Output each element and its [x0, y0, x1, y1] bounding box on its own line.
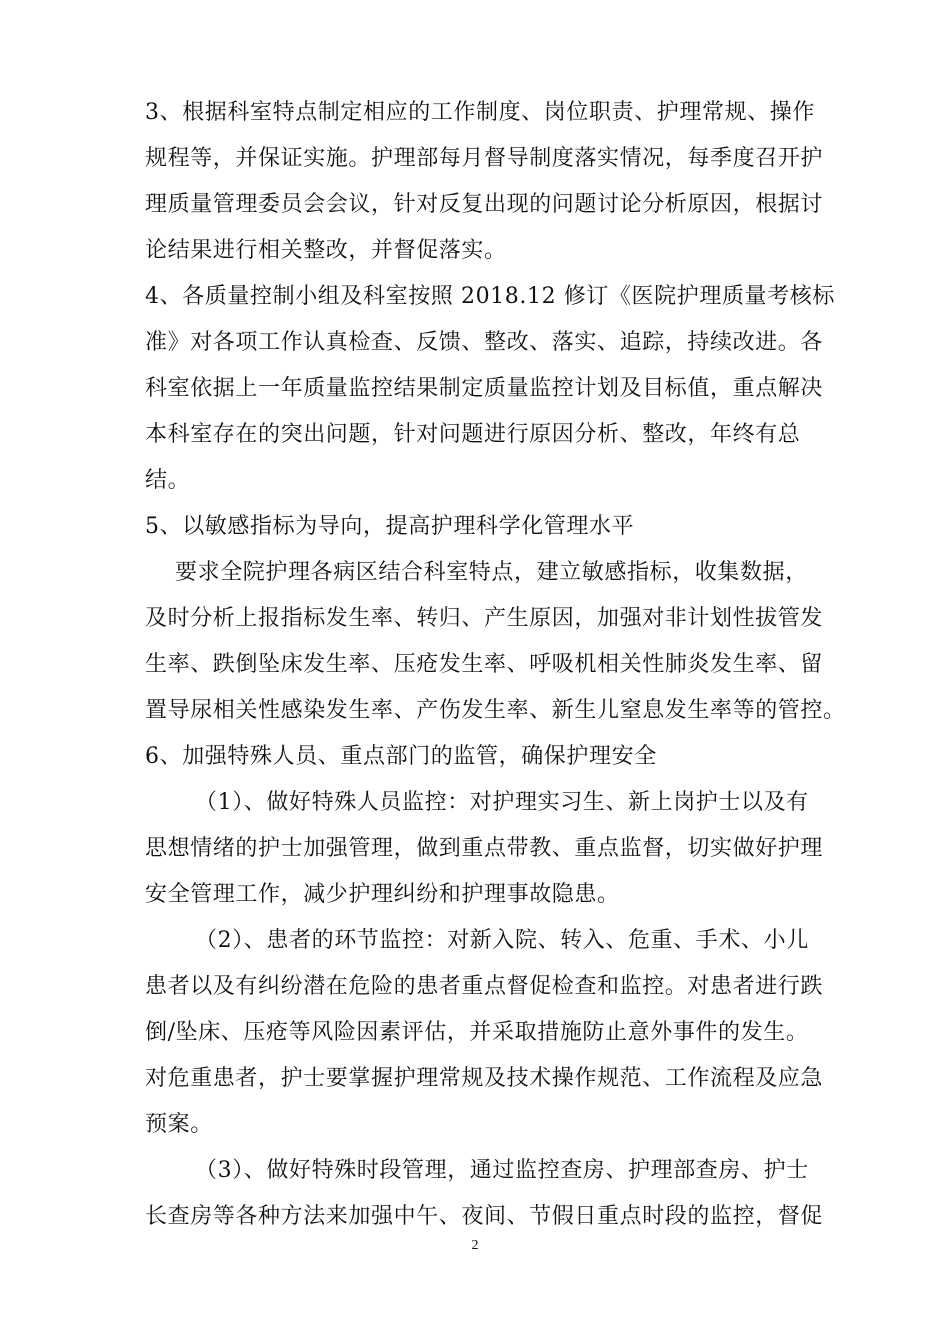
text-line: 论结果进行相关整改，并督促落实。	[145, 238, 507, 263]
text-line: （1）、做好特殊人员监控：对护理实习生、新上岗护士以及有	[195, 790, 809, 815]
text-line: 患者以及有纠纷潜在危险的患者重点督促检查和监控。对患者进行跌	[145, 974, 824, 999]
text-line: 准》对各项工作认真检查、反馈、整改、落实、追踪，持续改进。各	[145, 330, 824, 355]
text-line: 预案。	[145, 1112, 213, 1137]
page-number: 2	[471, 1238, 479, 1253]
text-line: 置导尿相关性感染发生率、产伤发生率、新生儿窒息发生率等的管控。	[145, 698, 846, 723]
text-line: 倒/坠床、压疮等风险因素评估，并采取措施防止意外事件的发生。	[145, 1020, 809, 1045]
text-line: 安全管理工作，减少护理纠纷和护理事故隐患。	[145, 882, 620, 907]
text-line: （2）、患者的环节监控：对新入院、转入、危重、手术、小儿	[195, 928, 809, 953]
text-line: 科室依据上一年质量监控结果制定质量监控计划及目标值，重点解决	[145, 376, 824, 401]
text-line: 要求全院护理各病区结合科室特点，建立敏感指标，收集数据，	[175, 560, 808, 585]
text-line: （3）、做好特殊时段管理，通过监控查房、护理部查房、护士	[195, 1158, 809, 1183]
section-heading: 6、加强特殊人员、重点部门的监管，确保护理安全	[145, 744, 657, 769]
section-heading: 5、以敏感指标为导向，提高护理科学化管理水平	[145, 514, 635, 539]
text-line: 规程等，并保证实施。护理部每月督导制度落实情况，每季度召开护	[145, 146, 824, 171]
text-line: 本科室存在的突出问题，针对问题进行原因分析、整改，年终有总	[145, 422, 801, 447]
text-line: 4、各质量控制小组及科室按照 2018.12 修订《医院护理质量考核标	[145, 284, 835, 309]
text-line: 生率、跌倒坠床发生率、压疮发生率、呼吸机相关性肺炎发生率、留	[145, 652, 824, 677]
text-line: 理质量管理委员会会议，针对反复出现的问题讨论分析原因，根据讨	[145, 192, 824, 217]
text-line: 3、根据科室特点制定相应的工作制度、岗位职责、护理常规、操作	[145, 100, 815, 125]
text-line: 对危重患者，护士要掌握护理常规及技术操作规范、工作流程及应急	[145, 1066, 824, 1091]
text-line: 思想情绪的护士加强管理，做到重点带教、重点监督，切实做好护理	[145, 836, 824, 861]
text-line: 长查房等各种方法来加强中午、夜间、节假日重点时段的监控，督促	[145, 1204, 824, 1229]
text-line: 及时分析上报指标发生率、转归、产生原因，加强对非计划性拔管发	[145, 606, 824, 631]
text-line: 结。	[145, 468, 191, 493]
